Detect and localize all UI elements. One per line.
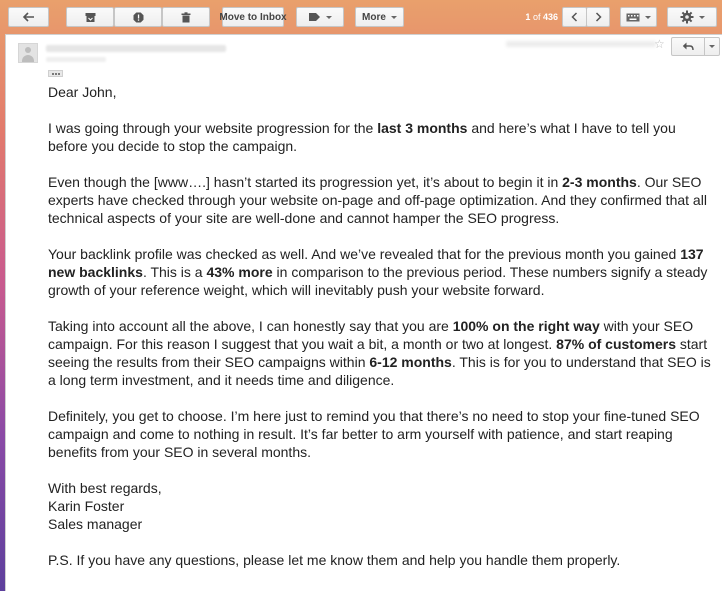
avatar-icon [18,43,38,63]
paragraph-2: Even though the [www….] hasn’t started its progression yet, it’s about to begin it in 2-3 months. Our SEO experts have checked through your website on-page and off-page optimization. And they confirmed that all technical aspects of your site are well-done and cannot hamper the SEO progress. [48,174,707,226]
star-icon[interactable]: ☆ [654,37,665,51]
archive-icon [85,12,96,23]
paragraph-4: Taking into account all the above, I can honestly say that you are 100% on the right way with your SEO campaign. For this reason I suggest that you wait a bit, a month or two at longest. 87% of customers start seeing the results from their SEO campaigns within 6-12 months. This is for you to understand that SEO is a long term investment, and it needs time and diligence. [48,318,711,388]
move-to-inbox-button[interactable] [219,7,287,27]
delete-button[interactable] [162,7,210,27]
greeting: Dear John, [48,84,117,100]
sender-blurred [46,45,226,52]
postscript: P.S. If you have any questions, please let me know them and help you handle them properly. [48,552,621,568]
chevron-down-icon [326,16,332,19]
more-button[interactable] [355,7,404,27]
chevron-down-icon [645,16,651,19]
sender-name: Karin Foster [48,498,125,514]
message-panel [5,34,722,591]
back-arrow-icon [23,12,35,22]
older-button[interactable] [586,7,610,27]
keyboard-icon [626,13,640,22]
settings-button[interactable] [667,7,717,27]
message-body [48,83,714,587]
signoff: With best regards, [48,480,162,496]
newer-button[interactable] [562,7,587,27]
labels-button[interactable] [296,7,344,27]
chevron-right-icon [595,12,602,22]
paragraph-1: I was going through your website progression for the last 3 months and here’s what I have to tell you before you decide to stop the campaign. [48,120,676,154]
sender-role: Sales manager [48,516,143,532]
label-tag-icon [308,12,321,22]
paragraph-5: Definitely, you get to choose. I’m here just to remind you that there’s no need to stop your fine-tuned SEO campaign and come to nothing in result. It’s far better to arm yourself with patience, and start reaping benefits from your SEO in several months. [48,408,700,460]
toolbar [0,0,722,36]
archive-button[interactable] [66,7,114,27]
date-blurred [506,41,656,47]
reply-icon [682,42,694,51]
pager-current: 1 [525,12,531,22]
chevron-down-icon [709,45,715,48]
more-label: More [362,11,386,23]
back-button[interactable] [8,7,49,27]
reply-button[interactable] [671,37,705,56]
pager-count [518,12,558,22]
gear-icon [680,10,694,24]
report-spam-button[interactable] [114,7,162,27]
ellipsis-icon[interactable] [48,70,63,77]
chevron-left-icon [571,12,578,22]
reply-more-button[interactable] [704,37,720,56]
signature [48,479,714,533]
paragraph-3: Your backlink profile was checked as well. And we’ve revealed that for the previous month you gained 137 new backlinks. This is a 43% more in comparison to the previous period. These numbers signify a steady growth of your reference weight, which will inevitably push your website forward. [48,246,708,298]
move-to-inbox-label: Move to Inbox [219,11,287,23]
pager-total: 436 [542,12,558,22]
recipient-blurred [46,57,106,62]
pager-of-label: of [532,12,541,22]
report-spam-icon [133,12,144,23]
trash-icon [181,12,191,23]
chevron-down-icon [699,16,705,19]
chevron-down-icon [391,16,397,19]
input-tools-button[interactable] [620,7,657,27]
